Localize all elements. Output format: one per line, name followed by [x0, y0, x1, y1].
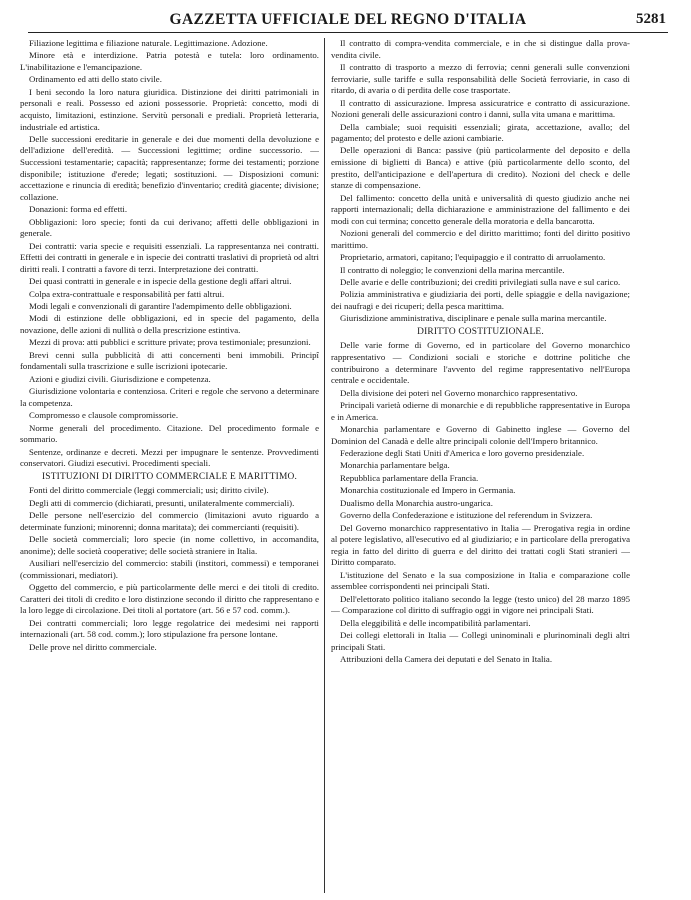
paragraph: Delle successioni ereditarie in generale e dei due momenti della devoluzione e dell'adizione dell'eredità. — Successioni legittime; ordine successorio. — Successioni testamentarie; capacità; rappresentanze; forme dei testamenti; porzione disponibile; istituzione d'erede; legati; sostituzioni. — Disposizioni comuni: accettazione e rinuncia di eredità; benefizio d'inventario; credità giacente; divisione; collazione.	[20, 133, 319, 202]
paragraph: Delle prove nel diritto commerciale.	[29, 641, 157, 652]
paragraph: Modi di estinzione delle obbligazioni, ed in specie del pagamento, della novazione, delle azioni di nullità o della prescrizione estintiva.	[20, 313, 319, 335]
paragraph: Azioni e giudizi civili. Giurisdizione e competenza.	[29, 373, 211, 384]
paragraph: Giurisdizione amministrativa, disciplinare e penale sulla marina mercantile.	[340, 313, 607, 324]
paragraph: Modi legali e convenzionali di garantire l'adempimento delle obbligazioni.	[29, 300, 292, 311]
paragraph: Sentenze, ordinanze e decreti. Mezzi per impugnare le sentenze. Provvedimenti conservatori. Giudizi esecutivi. Procedimenti speciali.	[20, 446, 319, 469]
paragraph: Filiazione legittima e filiazione naturale. Legittimazione. Adozione.	[29, 38, 268, 48]
right-column	[331, 38, 630, 896]
paragraph: Compromesso e clausole compromissorie.	[29, 410, 179, 421]
paragraph: Oggetto del commercio, e più particolarmente delle merci e dei titoli di credito. Caratteri dei titoli di credito e loro distinzione secondo il diritto che rappresentano e la loro legge di circolazione. Dei titoli al portatore (art. 56 e 57 cod. comm.).	[20, 582, 319, 616]
paragraph: Dei contratti commerciali; loro legge regolatrice dei medesimi nei rapporti internazionali (art. 58 cod. comm.); loro stipulazione fra persone lontane.	[20, 617, 319, 640]
paragraph: Della eleggibilità e delle incompatibilità parlamentari.	[340, 617, 531, 628]
paragraph: I beni secondo la loro natura giuridica. Distinzione dei diritti patrimoniali in personali e reali. Possesso ed azioni possessorie. Proprietà: concetto, modi di acquisto, limitazioni, estinzione. Servitù personali e prediali. Proprietà letteraria, industriale ed artistica.	[20, 86, 319, 132]
paragraph: Il contratto di trasporto a mezzo di ferrovia; cenni generali sulle convenzioni ferroviarie, sulle tariffe e sulla responsabilità delle Società ferroviarie, in caso di ritardo, di avaria o di perdita delle cose trasportate.	[331, 61, 630, 96]
paragraph: Dualismo della Monarchia austro-ungarica.	[340, 497, 493, 508]
gazette-title: GAZZETTA UFFICIALE DEL REGNO D'ITALIA	[169, 11, 527, 28]
paragraph: Fonti del diritto commerciale (leggi commerciali; usi; diritto civile).	[29, 485, 269, 496]
paragraph: Degli atti di commercio (dichiarati, presunti, unilateralmente commerciali).	[29, 497, 295, 508]
left-column	[20, 38, 319, 896]
paragraph: Del Governo monarchico rappresentativo in Italia — Prerogativa regia in ordine al potere legislativo, all'esecutivo ed al giudiziario; e in particolare della prerogativa regia in fatto del diritto di guerra e del diritto dei trattati cogli Stati stranieri — Diritto comparato.	[331, 522, 630, 568]
paragraph: Donazioni: forma ed effetti.	[29, 204, 128, 215]
paragraph: Federazione degli Stati Uniti d'America e loro governo presidenziale.	[340, 447, 585, 458]
paragraph: Nozioni generali del commercio e del diritto marittimo; fonti del diritto positivo marittimo.	[331, 228, 630, 250]
paragraph: Ordinamento ed atti dello stato civile.	[29, 74, 162, 85]
paragraph: Dei collegi elettorali in Italia — Collegi uninominali e plurinominali degli altri principali Stati.	[331, 630, 630, 652]
paragraph: Della cambiale; suoi requisiti essenziali; girata, accettazione, avallo; del pagamento; del protesto e delle azioni cambiarie.	[331, 121, 630, 144]
paragraph: Repubblica parlamentare della Francia.	[340, 472, 479, 483]
paragraph: Attribuzioni della Camera dei deputati e del Senato in Italia.	[340, 654, 553, 665]
page-number: 5281	[636, 11, 666, 27]
paragraph: Norme generali del procedimento. Citazione. Del procedimento formale e sommario.	[20, 422, 319, 445]
paragraph: Delle operazioni di Banca: passive (più particolarmente del deposito e della emissione di biglietti di Banca) e attive (più particolarmente dello sconto, del prestito, dell'anticipazione e dell'apertura di credito). Nozioni del check e delle stanze di compensazione.	[331, 145, 630, 191]
paragraph: Delle società commerciali; loro specie (in nome collettivo, in accomandita, anonime); delle società cooperative; delle società straniere in Italia.	[20, 534, 319, 556]
paragraph: Polizia amministrativa e giudiziaria dei porti, delle spiaggie e della navigazione; dei naufragi e dei ricuperi; della pesca marittima.	[331, 289, 630, 311]
paragraph: Del fallimento: concetto della unità e universalità di questo giudizio anche nei rapporti internazionali; della dichiarazione e amministrazione del fallimento e dei modi con cui termina; concetto generale della moratoria e della bancarotta.	[331, 192, 630, 226]
paragraph: Il contratto di compra-vendita commerciale, e in che si distingue dalla prova-vendita civile.	[331, 38, 630, 60]
paragraph: Dell'elettorato politico italiano secondo la legge (testo unico) del 28 marzo 1895 — Comparazione col diritto di suffragio oggi in vigore nei principali Stati.	[331, 593, 630, 616]
paragraph: Minore età e interdizione. Patria potestà e tutela: loro ordinamento. L'inabilitazione e l'emancipazione.	[20, 50, 319, 72]
paragraph: Ausiliari nell'esercizio del commercio: stabili (institori, commessi) e temporanei (commissionari, mediatori).	[20, 558, 319, 580]
section-heading-constitutional-law: DIRITTO COSTITUZIONALE.	[417, 326, 544, 337]
paragraph: Colpa extra-contrattuale e responsabilità per fatti altrui.	[29, 288, 225, 299]
paragraph: Monarchia parlamentare belga.	[340, 460, 450, 471]
paragraph: Obbligazioni: loro specie; fonti da cui derivano; affetti delle obbligazioni in generale.	[20, 216, 319, 239]
paragraph: Principali varietà odierne di monarchie e di repubbliche rappresentative in Europa e in America.	[331, 399, 630, 422]
paragraph: Dei quasi contratti in generale e in ispecie della gestione degli affari altrui.	[29, 276, 292, 287]
paragraph: Monarchia parlamentare e Governo di Gabinetto inglese — Governo del Dominion del Canadà e delle altre principali colonie dell'Impero britannico.	[331, 423, 630, 446]
paragraph: Giurisdizione volontaria e contenziosa. Criteri e regole che servono a determinare la competenza.	[20, 386, 319, 408]
paragraph: Proprietario, armatori, capitano; l'equipaggio e il contratto di arruolamento.	[340, 252, 606, 263]
page-header	[28, 8, 668, 33]
column-divider	[324, 38, 325, 893]
paragraph: Mezzi di prova: atti pubblici e scritture private; prova testimoniale; presunzioni.	[29, 337, 311, 348]
paragraph: Il contratto di noleggio; le convenzioni della marina mercantile.	[340, 264, 565, 275]
paragraph: Governo della Confederazione e istituzione del referendum in Svizzera.	[340, 510, 593, 521]
paragraph: Delle persone nell'esercizio del commercio (limitazioni avuto riguardo a determinate funzioni; minorenni; donna maritata); dei commercianti (requisiti).	[20, 510, 319, 532]
section-heading-commercial-law: ISTITUZIONI DI DIRITTO COMMERCIALE E MARITTIMO.	[41, 471, 298, 482]
paragraph: Della divisione dei poteri nel Governo monarchico rappresentativo.	[340, 387, 578, 398]
paragraph: Brevi cenni sulla pubblicità di atti concernenti beni immobili. Principî fondamentali sulla trascrizione e sulle iscrizioni ipotecarie.	[20, 349, 319, 372]
paragraph: Delle avarie e delle contribuzioni; dei crediti privilegiati sulla nave e sul carico.	[340, 276, 621, 287]
paragraph: L'istituzione del Senato e la sua composizione in Italia e comparazione colle assemblee corrispondenti nei principali Stati.	[331, 569, 630, 592]
paragraph: Monarchia costituzionale ed Impero in Germania.	[340, 485, 516, 496]
paragraph: Il contratto di assicurazione. Impresa assicuratrice e contratto di assicurazione. Nozioni generali delle assicurazioni contro i danni, sulla vita umana e marittima.	[331, 97, 630, 120]
paragraph: Dei contratti: varia specie e requisiti essenziali. La rappresentanza nei contratti. Effetti dei contratti in generale e in ispecie dei contratti traslativi di proprietà od altri diritti reali. I contratti a favore di terzi. Interpretazione dei contratti.	[20, 240, 319, 274]
paragraph: Delle varie forme di Governo, ed in particolare del Governo monarchico rappresentativo — Condizioni sociali e storiche e dottrine politiche che contribuirono a determinare l'avvento del regime rappresentativo nell'Europa centrale e occidentale.	[331, 340, 630, 386]
